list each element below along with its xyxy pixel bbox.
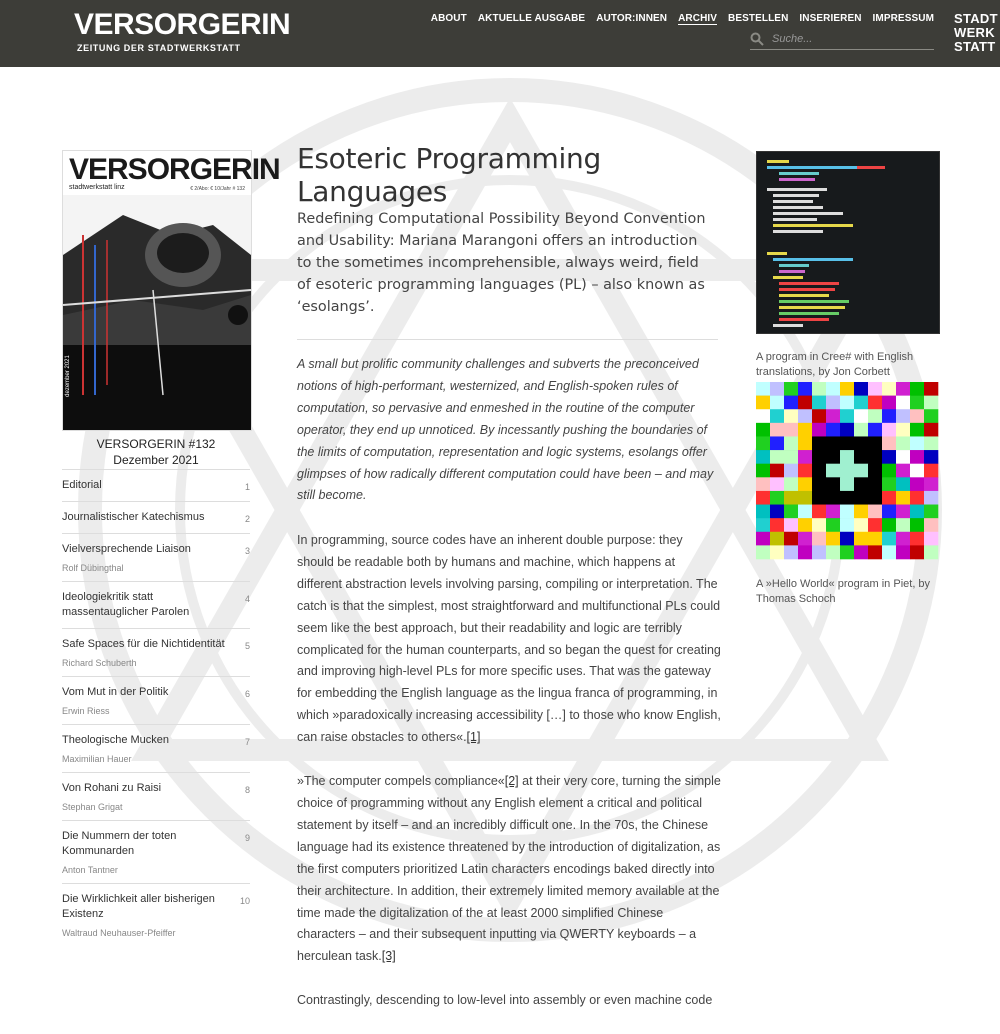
toc-item[interactable]: Die Wirklichkeit aller bisherigen Existenz Waltraud Neuhauser-Pfeiffer 10 xyxy=(62,883,250,946)
piet-codel xyxy=(826,464,840,478)
piet-codel xyxy=(770,450,784,464)
piet-codel xyxy=(924,423,938,437)
nav-about[interactable]: ABOUT xyxy=(430,13,467,24)
piet-codel xyxy=(882,436,896,450)
piet-codel xyxy=(896,532,910,546)
piet-codel xyxy=(868,505,882,519)
piet-codel xyxy=(840,491,854,505)
piet-codel xyxy=(826,450,840,464)
piet-codel xyxy=(868,491,882,505)
piet-codel xyxy=(882,409,896,423)
piet-codel xyxy=(840,464,854,478)
piet-codel xyxy=(924,545,938,559)
piet-codel xyxy=(854,382,868,396)
piet-codel xyxy=(826,436,840,450)
piet-codel xyxy=(812,491,826,505)
piet-codel xyxy=(756,464,770,478)
piet-codel xyxy=(882,423,896,437)
piet-codel xyxy=(784,450,798,464)
piet-codel xyxy=(756,396,770,410)
nav-aktuelle-ausgabe[interactable]: AKTUELLE AUSGABE xyxy=(477,13,586,24)
article-body xyxy=(297,530,721,1034)
piet-codel xyxy=(826,545,840,559)
piet-codel xyxy=(868,396,882,410)
piet-codel xyxy=(770,532,784,546)
piet-codel xyxy=(924,505,938,519)
piet-codel xyxy=(784,464,798,478)
piet-codel xyxy=(770,477,784,491)
piet-codel xyxy=(840,450,854,464)
piet-codel xyxy=(812,436,826,450)
piet-codel xyxy=(868,532,882,546)
piet-codel xyxy=(756,409,770,423)
piet-codel xyxy=(784,545,798,559)
article-title: Esoteric Programming Languages xyxy=(297,142,601,208)
table-of-contents xyxy=(62,469,250,946)
piet-codel xyxy=(756,436,770,450)
search-icon[interactable] xyxy=(750,32,764,46)
piet-codel xyxy=(924,409,938,423)
nav-autorinnen[interactable]: AUTOR:INNEN xyxy=(596,13,668,24)
issue-title: VERSORGERIN #132 Dezember 2021 xyxy=(96,437,216,467)
cover-meta: € 2/Abo: € 10/Jahr # 132 xyxy=(190,186,245,192)
footnote-link[interactable]: [2] xyxy=(504,774,519,789)
piet-codel xyxy=(840,518,854,532)
piet-codel xyxy=(798,477,812,491)
piet-codel xyxy=(756,518,770,532)
piet-codel xyxy=(756,545,770,559)
piet-codel xyxy=(784,409,798,423)
cree-code-image[interactable] xyxy=(756,151,940,334)
piet-codel xyxy=(812,464,826,478)
piet-codel xyxy=(854,505,868,519)
piet-codel xyxy=(784,423,798,437)
piet-program-image[interactable] xyxy=(756,382,938,559)
piet-codel xyxy=(826,423,840,437)
piet-codel xyxy=(756,382,770,396)
cover-date: dezember 2021 xyxy=(64,355,71,397)
piet-codel xyxy=(896,505,910,519)
piet-codel xyxy=(896,518,910,532)
piet-codel xyxy=(826,518,840,532)
piet-codel xyxy=(882,396,896,410)
piet-codel xyxy=(854,464,868,478)
piet-codel xyxy=(784,505,798,519)
toc-item[interactable]: Vielversprechende Liaison Rolf Dübingthal 3 xyxy=(62,533,250,581)
piet-codel xyxy=(896,491,910,505)
footnote-link[interactable]: [3] xyxy=(381,949,396,964)
toc-item[interactable]: Vom Mut in der Politik Erwin Riess 6 xyxy=(62,676,250,724)
toc-item[interactable]: Journalistischer Katechismus 2 xyxy=(62,501,250,533)
piet-codel xyxy=(812,545,826,559)
paragraph: »The computer compels compliance«[2] at their very core, turning the simple choice of programming without any English element a critical and political statement by itself – and an incredibly difficult one. In the 70s, the Chinese language had its existence threatened by the introduction of digitalization, as the first computers prioritized Latin characters encodings baked directly into their architecture. In addition, their extremely limited memory available at the time made the digitalization of the at least 2000 simplified Chinese characters – and their subsequent inputting via QWERTY keyboards – a herculean task.[3] xyxy=(297,774,721,964)
piet-codel xyxy=(812,396,826,410)
piet-codel xyxy=(826,396,840,410)
piet-codel xyxy=(924,436,938,450)
cover-title: VERSORGERIN xyxy=(69,153,280,186)
piet-codel xyxy=(882,532,896,546)
piet-codel xyxy=(840,505,854,519)
piet-codel xyxy=(812,518,826,532)
search-input[interactable] xyxy=(772,31,932,47)
piet-codel xyxy=(756,423,770,437)
piet-codel xyxy=(784,477,798,491)
piet-codel xyxy=(770,396,784,410)
article-lead: A small but prolific community challenges and subverts the preconceived notions of high-performant, westernized, and English-spoken rules of computation, so pervasive and enmeshed in the routine of the computer operator, they end up unnoticed. By incessantly pushing the boundaries of the limits of computation, representation and logic systems, esolangs offer glimpses of how radically different computation could have been – and may still become. xyxy=(297,357,714,503)
site-logo-subtitle: ZEITUNG DER STADTWERKSTATT xyxy=(77,43,241,53)
piet-codel xyxy=(882,477,896,491)
header-bar xyxy=(0,0,1000,67)
piet-codel xyxy=(910,464,924,478)
paragraph: In programming, source codes have an inherent double purpose: they should be readable both by humans and machine, which happens at different abstraction levels involving parsing, compiling or interpretation. The catch is that the simplest, most straightforward and multifunctional PLs could seem like the best approach, but their readability and logic are terribly complicated for the human counterparts, and so began the quest for creating and improving high-level PLs for more specific uses. That was the gateway for embedding the English language as the lingua franca of programming, in which »paradoxically increasing accessibility […] to those who know English, can raise obstacles to others«.[1] xyxy=(297,533,721,745)
piet-codel xyxy=(826,409,840,423)
nav-bestellen[interactable]: BESTELLEN xyxy=(728,13,789,24)
piet-codel xyxy=(910,423,924,437)
piet-codel xyxy=(798,436,812,450)
piet-codel xyxy=(770,505,784,519)
divider xyxy=(297,339,718,340)
piet-codel xyxy=(910,477,924,491)
piet-codel xyxy=(854,518,868,532)
piet-codel xyxy=(826,382,840,396)
piet-codel xyxy=(812,423,826,437)
piet-codel xyxy=(770,518,784,532)
piet-codel xyxy=(770,423,784,437)
piet-codel xyxy=(784,436,798,450)
piet-codel xyxy=(840,436,854,450)
piet-codel xyxy=(840,477,854,491)
piet-codel xyxy=(882,464,896,478)
toc-item[interactable]: Die Nummern der toten Kommunarden Anton Tantner 9 xyxy=(62,820,250,883)
piet-codel xyxy=(868,450,882,464)
piet-codel xyxy=(924,532,938,546)
piet-codel xyxy=(868,518,882,532)
piet-codel xyxy=(798,545,812,559)
piet-codel xyxy=(840,382,854,396)
piet-codel xyxy=(854,491,868,505)
piet-codel xyxy=(854,423,868,437)
piet-codel xyxy=(798,409,812,423)
piet-codel xyxy=(896,382,910,396)
cover-subtitle: stadtwerkstatt linz xyxy=(69,184,125,191)
search-box xyxy=(750,31,934,50)
paragraph: Contrastingly, descending to low-level into assembly or even machine code xyxy=(297,993,713,1008)
piet-codel xyxy=(924,382,938,396)
piet-codel xyxy=(868,382,882,396)
piet-codel xyxy=(896,423,910,437)
article-subtitle: Redefining Computational Possibility Beyond Convention and Usability: Mariana Marangoni offers an introduction to the sometimes incomprehensible, always weird, field of esoteric programming languages (PL) – also known as ‘esolangs’. xyxy=(297,211,706,315)
piet-codel xyxy=(910,545,924,559)
piet-codel xyxy=(868,477,882,491)
piet-codel xyxy=(896,477,910,491)
piet-codel xyxy=(770,382,784,396)
piet-codel xyxy=(798,464,812,478)
piet-codel xyxy=(798,505,812,519)
piet-codel xyxy=(882,505,896,519)
piet-codel xyxy=(854,450,868,464)
cover-photo xyxy=(63,195,251,430)
piet-codel xyxy=(868,545,882,559)
piet-codel xyxy=(798,450,812,464)
piet-codel xyxy=(910,505,924,519)
site-logo[interactable]: VERSORGERIN xyxy=(74,8,291,41)
piet-codel xyxy=(798,491,812,505)
piet-codel xyxy=(840,532,854,546)
piet-codel xyxy=(840,396,854,410)
piet-codel xyxy=(840,545,854,559)
piet-codel xyxy=(840,423,854,437)
piet-codel xyxy=(910,409,924,423)
piet-codel xyxy=(854,532,868,546)
piet-codel xyxy=(910,532,924,546)
piet-codel xyxy=(784,396,798,410)
piet-codel xyxy=(826,491,840,505)
figure-caption: A »Hello World« program in Piet, by Thomas Schoch xyxy=(756,578,931,605)
piet-codel xyxy=(854,477,868,491)
piet-codel xyxy=(826,477,840,491)
nav-impressum[interactable]: IMPRESSUM xyxy=(872,13,934,24)
stadtwerkstatt-logo[interactable]: STADT WERK STATT xyxy=(954,11,998,54)
piet-codel xyxy=(910,491,924,505)
piet-codel xyxy=(784,382,798,396)
piet-codel xyxy=(756,505,770,519)
piet-codel xyxy=(924,396,938,410)
piet-codel xyxy=(798,518,812,532)
piet-codel xyxy=(924,450,938,464)
piet-codel xyxy=(854,436,868,450)
piet-codel xyxy=(882,382,896,396)
piet-codel xyxy=(910,396,924,410)
piet-codel xyxy=(756,477,770,491)
piet-codel xyxy=(756,532,770,546)
piet-codel xyxy=(924,518,938,532)
piet-codel xyxy=(868,423,882,437)
piet-codel xyxy=(896,409,910,423)
piet-codel xyxy=(896,545,910,559)
toc-item[interactable]: Ideologiekritik statt massentauglicher Parolen 4 xyxy=(62,581,250,628)
piet-codel xyxy=(854,409,868,423)
piet-codel xyxy=(910,450,924,464)
toc-item[interactable]: Safe Spaces für die Nichtidentität Richard Schuberth 5 xyxy=(62,628,250,676)
toc-item[interactable]: Theologische Mucken Maximilian Hauer 7 xyxy=(62,724,250,772)
piet-codel xyxy=(812,477,826,491)
piet-codel xyxy=(924,491,938,505)
piet-codel xyxy=(910,436,924,450)
piet-codel xyxy=(798,396,812,410)
piet-codel xyxy=(770,464,784,478)
issue-cover[interactable] xyxy=(62,150,280,431)
figure-caption: A program in Cree# with English translations, by Jon Corbett xyxy=(756,351,914,378)
piet-codel xyxy=(812,450,826,464)
piet-codel xyxy=(826,532,840,546)
piet-codel xyxy=(896,464,910,478)
piet-codel xyxy=(854,545,868,559)
piet-codel xyxy=(924,477,938,491)
piet-codel xyxy=(756,491,770,505)
piet-codel xyxy=(910,382,924,396)
piet-codel xyxy=(896,436,910,450)
piet-codel xyxy=(868,436,882,450)
piet-codel xyxy=(910,518,924,532)
piet-codel xyxy=(896,396,910,410)
piet-codel xyxy=(854,396,868,410)
piet-codel xyxy=(812,382,826,396)
footnote-link[interactable]: [1] xyxy=(466,730,481,745)
piet-codel xyxy=(784,518,798,532)
nav-archiv[interactable]: ARCHIV xyxy=(678,13,718,24)
piet-codel xyxy=(784,491,798,505)
piet-codel xyxy=(882,450,896,464)
piet-codel xyxy=(770,409,784,423)
piet-codel xyxy=(882,518,896,532)
main-nav xyxy=(431,13,934,25)
piet-codel xyxy=(798,423,812,437)
piet-codel xyxy=(812,532,826,546)
piet-codel xyxy=(812,409,826,423)
piet-codel xyxy=(756,450,770,464)
piet-codel xyxy=(868,409,882,423)
piet-codel xyxy=(882,491,896,505)
piet-codel xyxy=(924,464,938,478)
piet-codel xyxy=(770,545,784,559)
toc-item[interactable]: Editorial 1 xyxy=(62,469,250,501)
piet-codel xyxy=(868,464,882,478)
piet-codel xyxy=(882,545,896,559)
piet-codel xyxy=(770,491,784,505)
piet-codel xyxy=(798,532,812,546)
piet-codel xyxy=(896,450,910,464)
toc-item[interactable]: Von Rohani zu Raisi Stephan Grigat 8 xyxy=(62,772,250,820)
piet-codel xyxy=(840,409,854,423)
nav-inserieren[interactable]: INSERIEREN xyxy=(799,13,862,24)
piet-codel xyxy=(770,436,784,450)
piet-codel xyxy=(784,532,798,546)
piet-codel xyxy=(798,382,812,396)
piet-codel xyxy=(812,505,826,519)
piet-codel xyxy=(826,505,840,519)
